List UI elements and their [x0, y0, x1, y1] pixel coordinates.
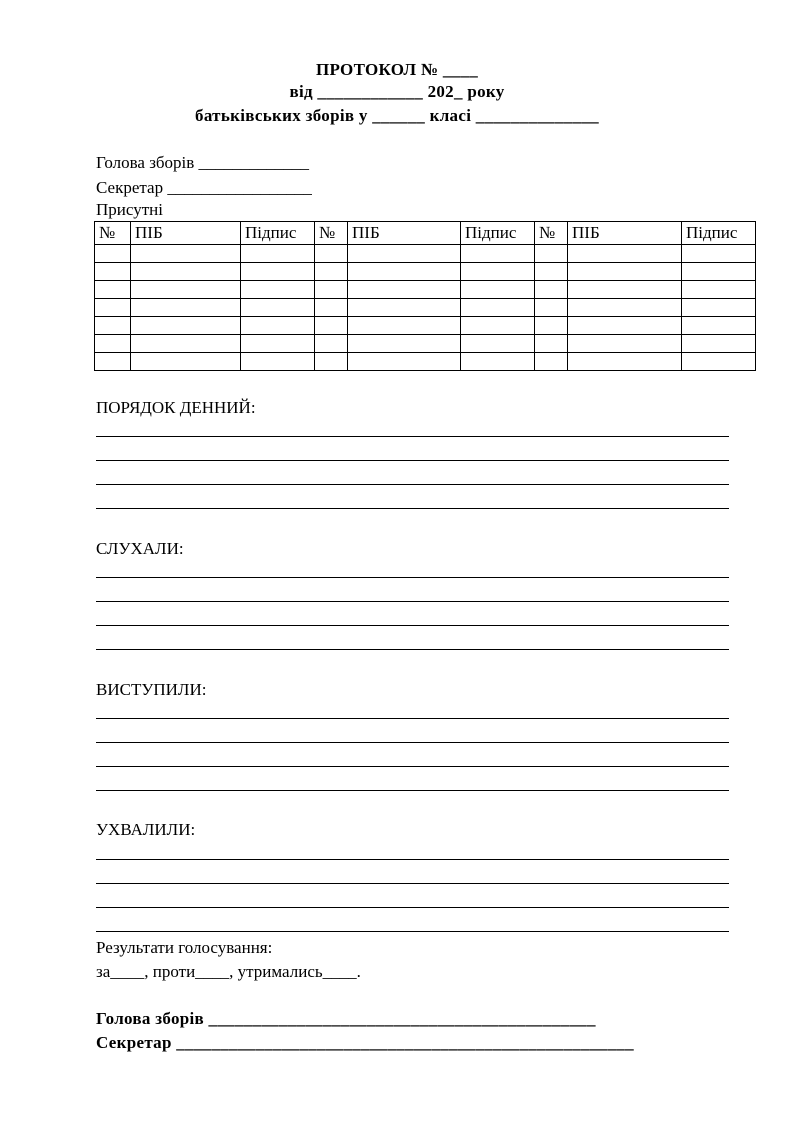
attendance-cell: [241, 299, 315, 317]
heard-blank-line: [96, 649, 729, 650]
column-header-name: ПІБ: [131, 222, 241, 245]
attendance-cell: [131, 317, 241, 335]
attendance-cell: [682, 245, 756, 263]
agenda-label: ПОРЯДОК ДЕННИЙ:: [96, 398, 256, 417]
heard-blank-line: [96, 601, 729, 602]
heard-blank-line: [96, 625, 729, 626]
column-header-number: №: [535, 222, 568, 245]
attendance-cell: [568, 353, 682, 371]
attendance-cell: [315, 353, 348, 371]
column-header-number: №: [315, 222, 348, 245]
column-header-signature: Підпис: [241, 222, 315, 245]
attendance-cell: [682, 281, 756, 299]
agenda-blank-line: [96, 460, 729, 461]
attendance-cell: [348, 263, 461, 281]
attendance-cell: [348, 335, 461, 353]
resolved-label: УХВАЛИЛИ:: [96, 820, 196, 839]
protocol-subject-line: батьківських зборів у ______ класі ______________: [195, 106, 599, 125]
resolved-blank-line: [96, 907, 729, 908]
attendance-cell: [131, 299, 241, 317]
attendance-cell: [131, 281, 241, 299]
agenda-blank-line: [96, 484, 729, 485]
spoke-blank-line: [96, 742, 729, 743]
agenda-blank-line: [96, 508, 729, 509]
attendance-cell: [535, 353, 568, 371]
attendance-cell: [315, 299, 348, 317]
attendance-row: [95, 263, 756, 281]
attendance-cell: [535, 335, 568, 353]
attendance-cell: [95, 263, 131, 281]
attendance-cell: [95, 245, 131, 263]
attendance-cell: [348, 317, 461, 335]
attendance-cell: [535, 299, 568, 317]
attendance-cell: [535, 263, 568, 281]
spoke-blank-line: [96, 718, 729, 719]
secretary-signature: Секретар ____________________________________________________: [96, 1033, 634, 1052]
attendance-cell: [568, 335, 682, 353]
attendance-cell: [568, 245, 682, 263]
attendance-cell: [95, 281, 131, 299]
attendance-cell: [95, 317, 131, 335]
attendance-cell: [348, 281, 461, 299]
attendance-cell: [568, 263, 682, 281]
present-label: Присутні: [96, 200, 163, 219]
attendance-cell: [535, 317, 568, 335]
resolved-blank-line: [96, 883, 729, 884]
attendance-cell: [461, 299, 535, 317]
attendance-cell: [241, 353, 315, 371]
vote-results-title: Результати голосування:: [96, 938, 273, 957]
attendance-cell: [682, 263, 756, 281]
vote-results-line: за____, проти____, утримались____.: [96, 962, 361, 981]
resolved-blank-line: [96, 931, 729, 932]
column-header-name: ПІБ: [348, 222, 461, 245]
attendance-cell: [682, 317, 756, 335]
column-header-signature: Підпис: [682, 222, 756, 245]
attendance-cell: [131, 353, 241, 371]
attendance-cell: [461, 281, 535, 299]
attendance-cell: [315, 245, 348, 263]
protocol-title: ПРОТОКОЛ № ____: [315, 60, 479, 79]
attendance-cell: [315, 335, 348, 353]
protocol-date-line: від ____________ 202_ року: [289, 82, 505, 101]
attendance-row: [95, 245, 756, 263]
attendance-cell: [535, 281, 568, 299]
secretary-field: Секретар _________________: [96, 178, 312, 197]
attendance-cell: [131, 245, 241, 263]
attendance-cell: [461, 245, 535, 263]
attendance-cell: [535, 245, 568, 263]
attendance-row: [95, 335, 756, 353]
attendance-cell: [568, 281, 682, 299]
attendance-cell: [241, 281, 315, 299]
attendance-cell: [241, 317, 315, 335]
attendance-cell: [95, 353, 131, 371]
chair-field: Голова зборів _____________: [96, 153, 310, 172]
attendance-cell: [95, 299, 131, 317]
attendance-cell: [461, 317, 535, 335]
heard-label: СЛУХАЛИ:: [96, 539, 184, 558]
attendance-cell: [461, 263, 535, 281]
attendance-cell: [461, 335, 535, 353]
attendance-cell: [348, 353, 461, 371]
attendance-cell: [315, 317, 348, 335]
attendance-cell: [461, 353, 535, 371]
column-header-number: №: [95, 222, 131, 245]
attendance-row: [95, 353, 756, 371]
resolved-blank-line: [96, 859, 729, 860]
attendance-cell: [241, 263, 315, 281]
column-header-name: ПІБ: [568, 222, 682, 245]
spoke-label: ВИСТУПИЛИ:: [96, 680, 207, 699]
attendance-cell: [131, 335, 241, 353]
attendance-cell: [568, 299, 682, 317]
attendance-cell: [241, 335, 315, 353]
spoke-blank-line: [96, 790, 729, 791]
attendance-table: [94, 221, 756, 371]
attendance-cell: [95, 335, 131, 353]
agenda-blank-line: [96, 436, 729, 437]
attendance-cell: [682, 335, 756, 353]
column-header-signature: Підпис: [461, 222, 535, 245]
attendance-cell: [682, 353, 756, 371]
attendance-cell: [568, 317, 682, 335]
heard-blank-line: [96, 577, 729, 578]
spoke-blank-line: [96, 766, 729, 767]
attendance-row: [95, 281, 756, 299]
attendance-cell: [315, 263, 348, 281]
attendance-header-row: [95, 222, 756, 245]
attendance-cell: [241, 245, 315, 263]
attendance-row: [95, 317, 756, 335]
attendance-cell: [315, 281, 348, 299]
attendance-cell: [348, 299, 461, 317]
attendance-cell: [131, 263, 241, 281]
attendance-cell: [348, 245, 461, 263]
attendance-cell: [682, 299, 756, 317]
chair-signature: Голова зборів ____________________________________________: [96, 1009, 596, 1028]
attendance-row: [95, 299, 756, 317]
